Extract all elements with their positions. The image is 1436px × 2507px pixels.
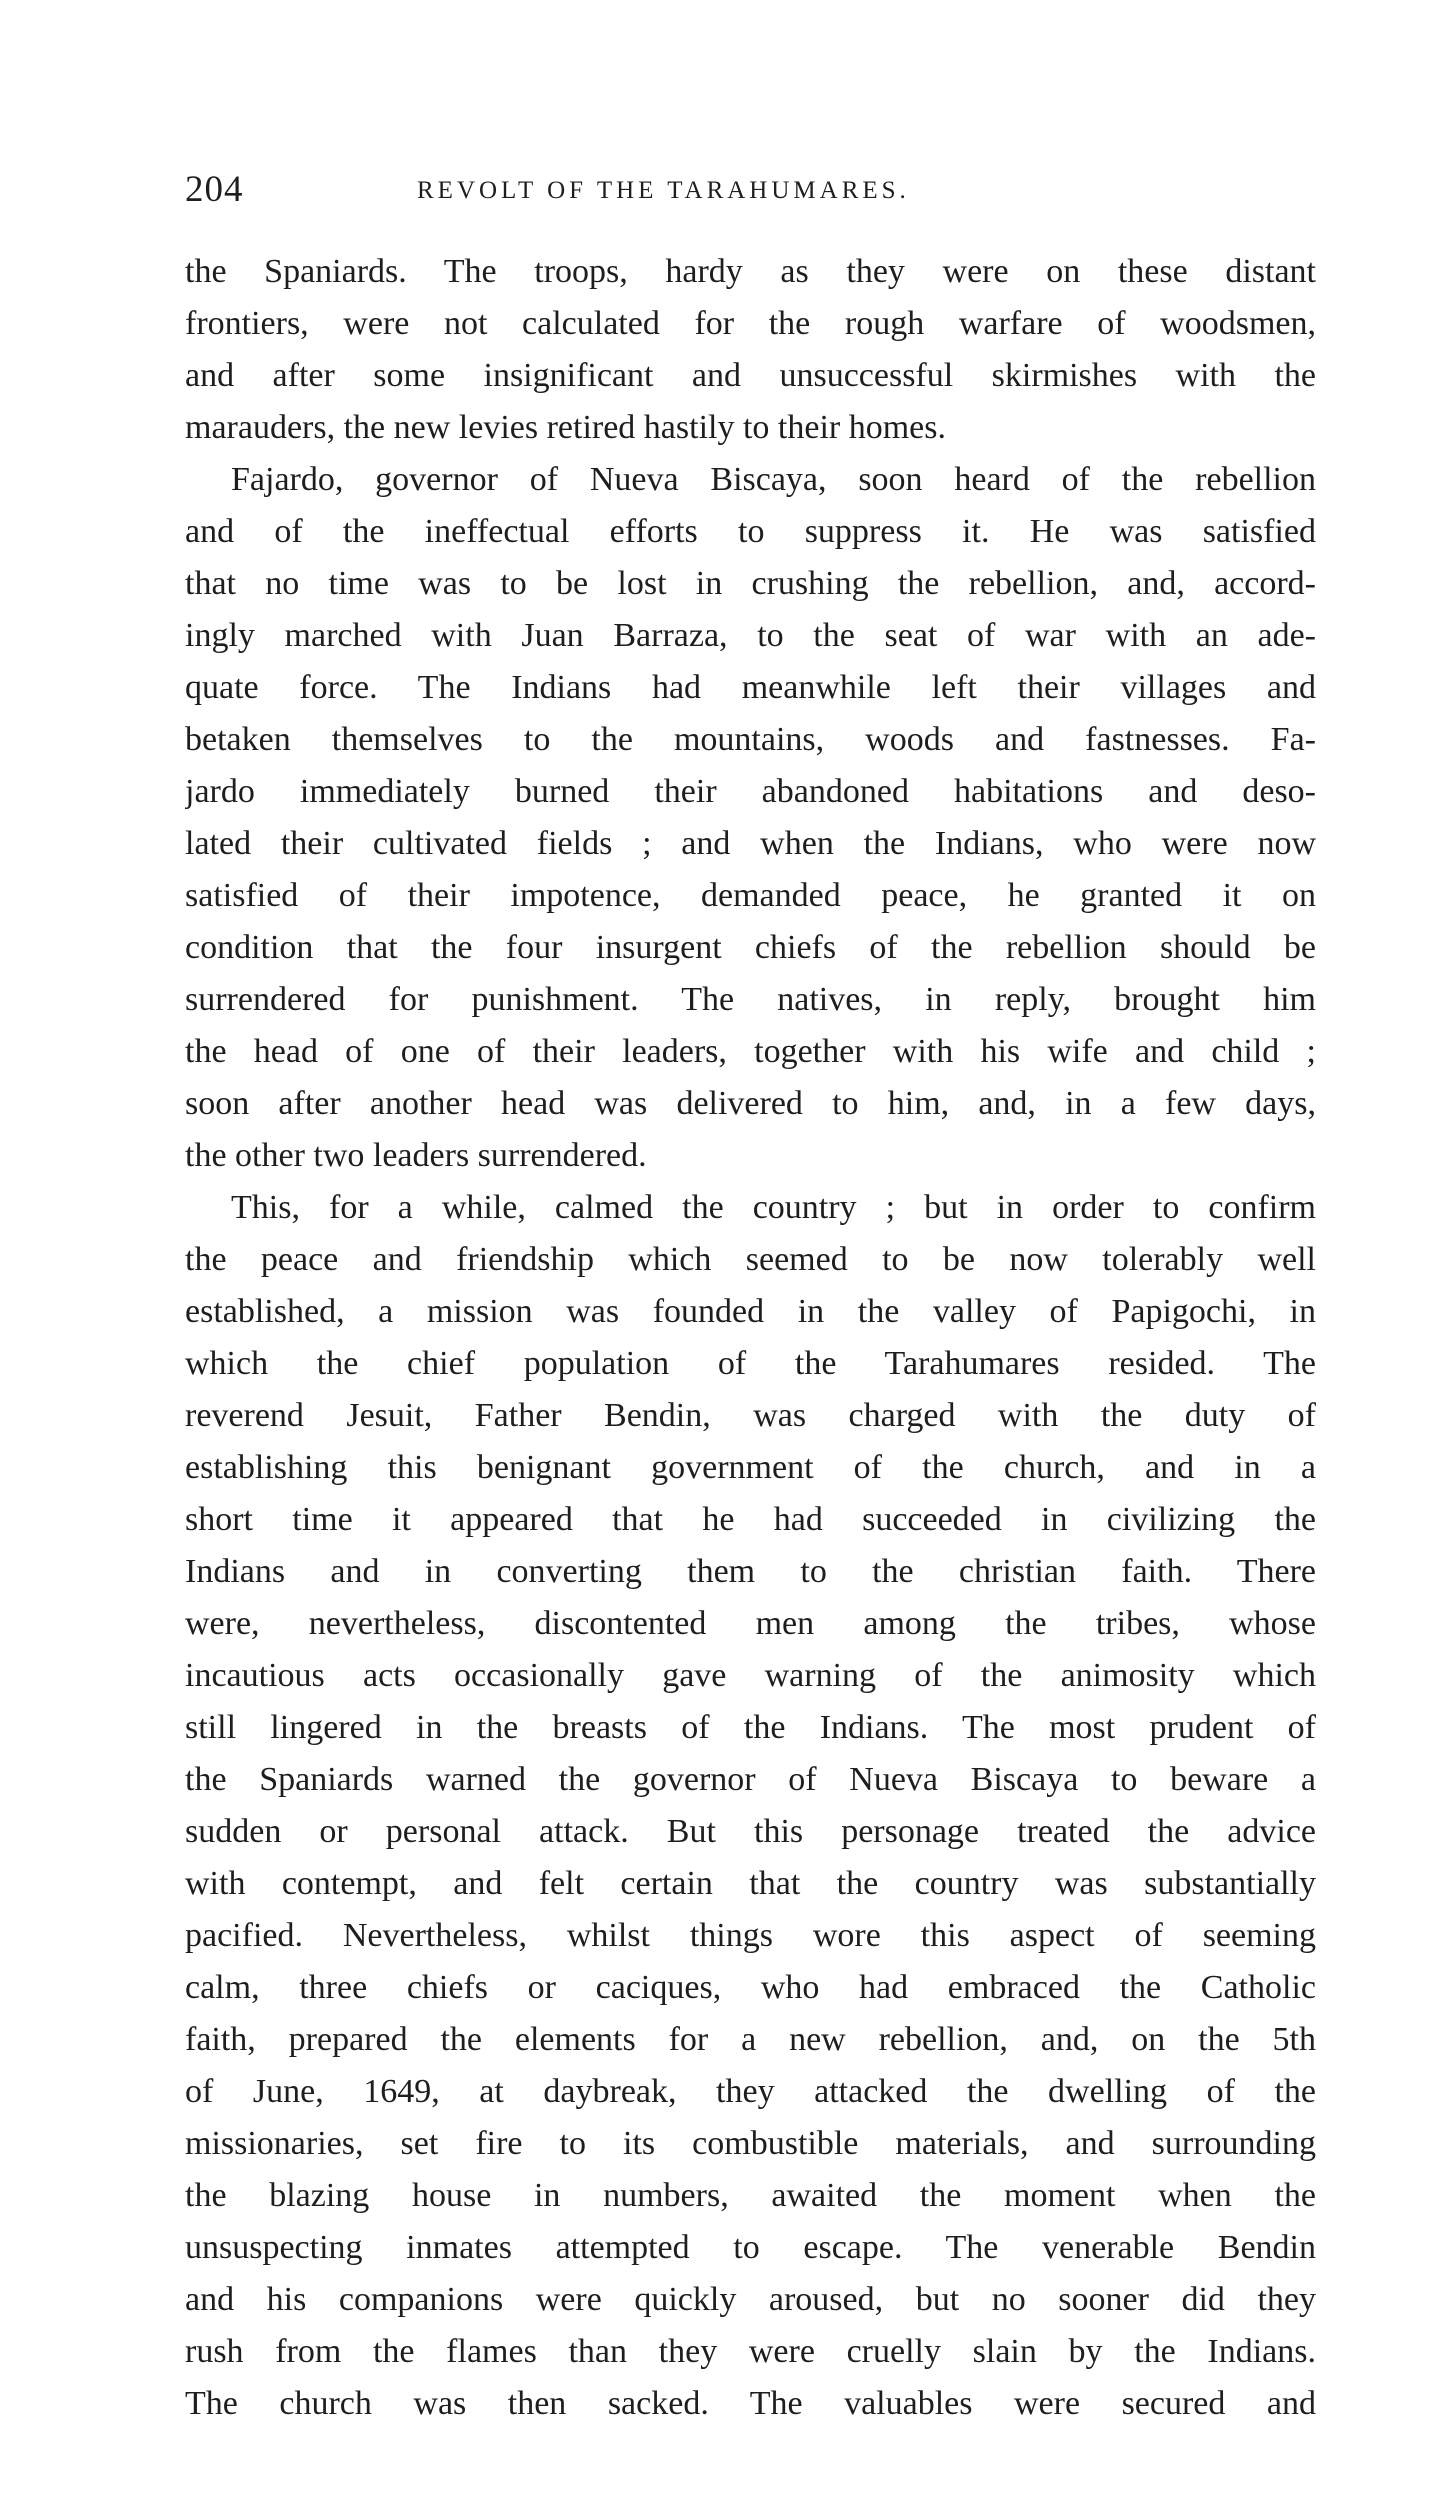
text-line: quate force. The Indians had meanwhile left their villages and bbox=[185, 669, 1316, 706]
text-line: satisfied of their impotence, demanded peace, he granted it on bbox=[185, 877, 1316, 914]
text-line: ingly marched with Juan Barraza, to the seat of war with an ade- bbox=[185, 617, 1316, 654]
text-line: soon after another head was delivered to him, and, in a few days, bbox=[185, 1085, 1316, 1122]
text-line: This, for a while, calmed the country ; but in order to confirm bbox=[231, 1189, 1316, 1226]
paragraph bbox=[185, 1182, 1316, 2430]
text-line: the peace and friendship which seemed to be now tolerably well bbox=[185, 1241, 1316, 1278]
text-line: established, a mission was founded in the valley of Papigochi, in bbox=[185, 1293, 1316, 1330]
text-line: establishing this benignant government of the church, and in a bbox=[185, 1449, 1316, 1486]
text-line: incautious acts occasionally gave warning of the animosity which bbox=[185, 1657, 1316, 1694]
text-line: the blazing house in numbers, awaited the moment when the bbox=[185, 2177, 1316, 2214]
text-line: which the chief population of the Tarahumares resided. The bbox=[185, 1345, 1316, 1382]
text-line: of June, 1649, at daybreak, they attacked the dwelling of the bbox=[185, 2073, 1316, 2110]
text-line: with contempt, and felt certain that the country was substantially bbox=[185, 1865, 1316, 1902]
text-line: The church was then sacked. The valuables were secured and bbox=[185, 2385, 1316, 2422]
text-line: faith, prepared the elements for a new rebellion, and, on the 5th bbox=[185, 2021, 1316, 2058]
text-line: calm, three chiefs or caciques, who had embraced the Catholic bbox=[185, 1969, 1316, 2006]
text-line: the head of one of their leaders, together with his wife and child ; bbox=[185, 1033, 1316, 1070]
text-line: reverend Jesuit, Father Bendin, was charged with the duty of bbox=[185, 1397, 1316, 1434]
text-line: the Spaniards. The troops, hardy as they were on these distant bbox=[185, 253, 1316, 290]
text-line: and after some insignificant and unsuccessful skirmishes with the bbox=[185, 357, 1316, 394]
text-line: unsuspecting inmates attempted to escape. The venerable Bendin bbox=[185, 2229, 1316, 2266]
text-line: and of the ineffectual efforts to suppress it. He was satisfied bbox=[185, 513, 1316, 550]
text-line: surrendered for punishment. The natives, in reply, brought him bbox=[185, 981, 1316, 1018]
text-line: sudden or personal attack. But this personage treated the advice bbox=[185, 1813, 1316, 1850]
page-header bbox=[185, 165, 1316, 215]
text-line: the Spaniards warned the governor of Nueva Biscaya to beware a bbox=[185, 1761, 1316, 1798]
text-line: and his companions were quickly aroused, but no sooner did they bbox=[185, 2281, 1316, 2318]
text-line: missionaries, set fire to its combustible materials, and surrounding bbox=[185, 2125, 1316, 2162]
text-line: rush from the flames than they were cruelly slain by the Indians. bbox=[185, 2333, 1316, 2370]
text-line: still lingered in the breasts of the Indians. The most prudent of bbox=[185, 1709, 1316, 1746]
body-text bbox=[185, 246, 1316, 2430]
text-line: pacified. Nevertheless, whilst things wore this aspect of seeming bbox=[185, 1917, 1316, 1954]
paragraph bbox=[185, 246, 1316, 454]
page-number: 204 bbox=[185, 169, 244, 210]
text-line: condition that the four insurgent chiefs of the rebellion should be bbox=[185, 929, 1316, 966]
paragraph bbox=[185, 454, 1316, 1182]
text-line: frontiers, were not calculated for the rough warfare of woodsmen, bbox=[185, 305, 1316, 342]
text-line: Indians and in converting them to the christian faith. There bbox=[185, 1553, 1316, 1590]
text-line: lated their cultivated fields ; and when the Indians, who were now bbox=[185, 825, 1316, 862]
text-line: were, nevertheless, discontented men among the tribes, whose bbox=[185, 1605, 1316, 1642]
text-line: Fajardo, governor of Nueva Biscaya, soon heard of the rebellion bbox=[231, 461, 1316, 498]
running-title: REVOLT OF THE TARAHUMARES. bbox=[417, 177, 910, 204]
text-line: the other two leaders surrendered. bbox=[185, 1137, 647, 1174]
text-line: marauders, the new levies retired hastily to their homes. bbox=[185, 409, 946, 446]
text-line: betaken themselves to the mountains, woods and fastnesses. Fa- bbox=[185, 721, 1316, 758]
text-line: that no time was to be lost in crushing the rebellion, and, accord- bbox=[185, 565, 1316, 602]
text-line: jardo immediately burned their abandoned habitations and deso- bbox=[185, 773, 1316, 810]
text-line: short time it appeared that he had succeeded in civilizing the bbox=[185, 1501, 1316, 1538]
